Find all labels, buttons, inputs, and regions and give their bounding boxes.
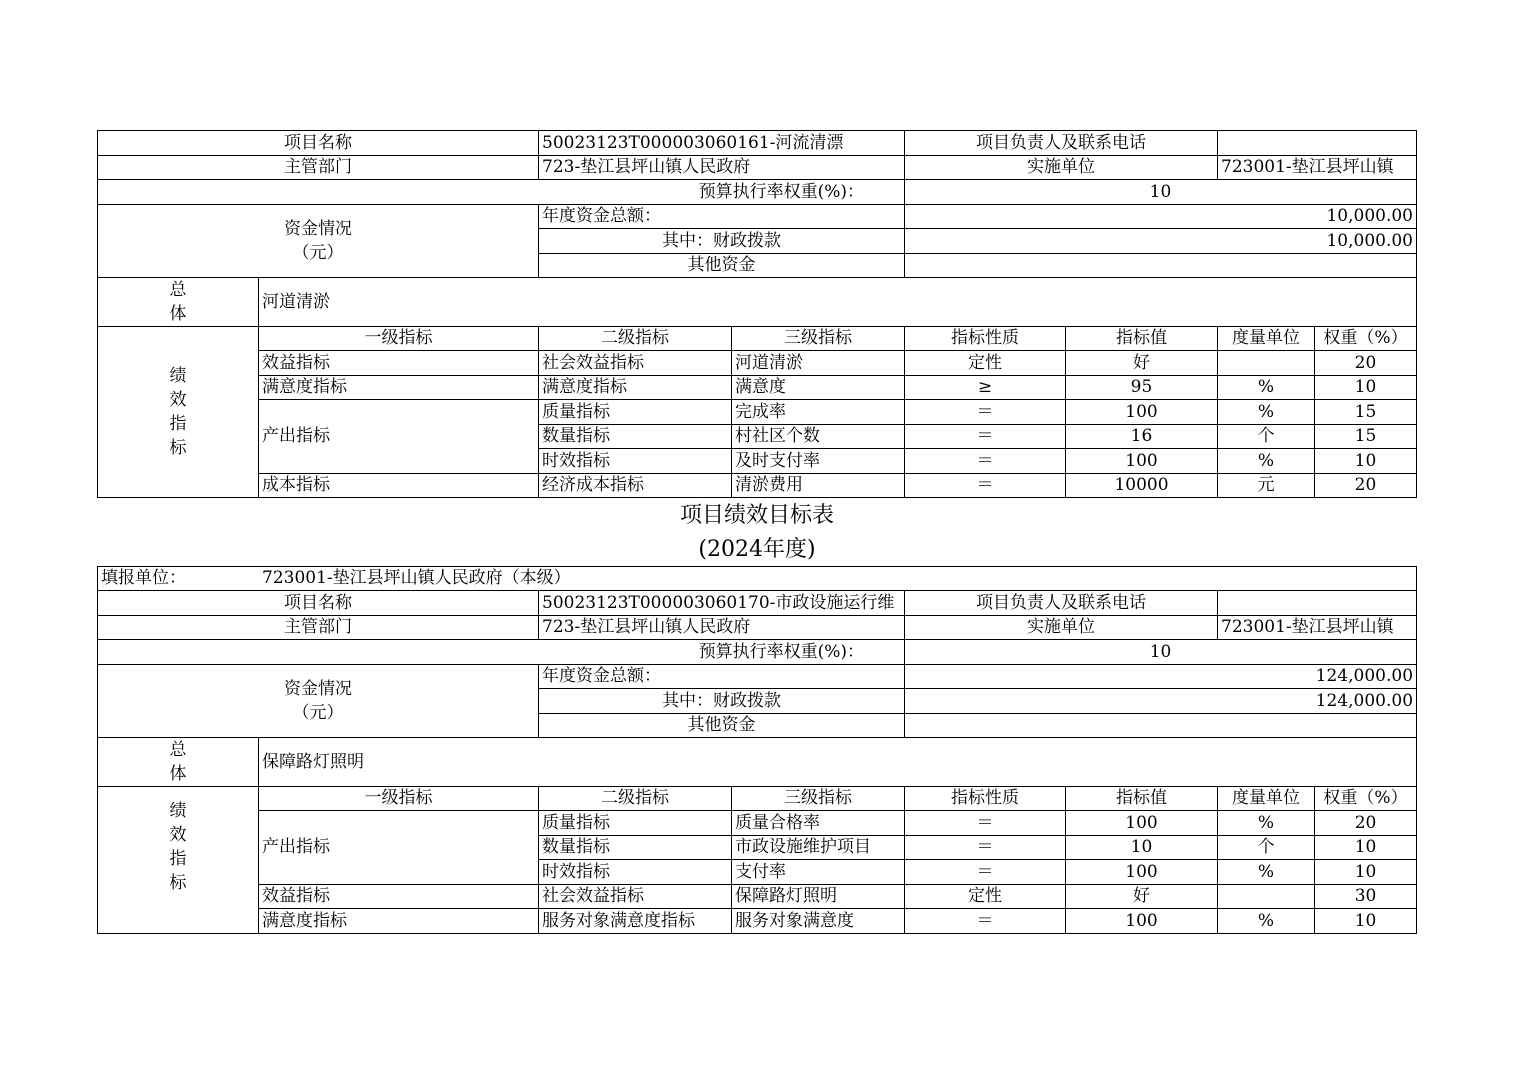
header-l3: 三级指标 [732, 787, 905, 811]
other-label: 其他资金 [539, 254, 905, 278]
fund-label [98, 665, 539, 738]
impl-value: 723001-垫江县坪山镇 [1218, 156, 1417, 180]
weight-cell: 15 [1315, 400, 1417, 425]
nature-cell: ＝ [905, 811, 1066, 836]
table-row [98, 811, 1417, 836]
fund-label [98, 205, 539, 278]
impl-label: 实施单位 [905, 616, 1218, 640]
header-l2: 二级指标 [539, 327, 732, 351]
overall-label: 总 体 [98, 278, 259, 327]
header-unit: 度量单位 [1218, 787, 1315, 811]
fill-unit-label: 填报单位： [101, 568, 186, 588]
perf-label: 绩 效 指 标 [98, 327, 259, 498]
l3-cell: 保障路灯照明 [732, 885, 905, 909]
impl-label: 实施单位 [905, 156, 1218, 180]
unit-cell: % [1218, 400, 1315, 425]
unit-cell: % [1218, 909, 1315, 934]
unit-cell: 个 [1218, 836, 1315, 860]
nature-cell: ＝ [905, 400, 1066, 425]
weight-cell: 20 [1315, 474, 1417, 498]
value-cell: 好 [1066, 351, 1218, 376]
weight-cell: 10 [1315, 909, 1417, 934]
unit-cell: % [1218, 811, 1315, 836]
owner-value [1218, 591, 1417, 616]
l1-cell: 产出指标 [259, 400, 539, 474]
performance-table-2 [97, 566, 1417, 934]
l3-cell: 村社区个数 [732, 425, 905, 449]
table-row [98, 351, 1417, 376]
budget-weight-label: 预算执行率权重(%)： [98, 640, 905, 665]
header-value: 指标值 [1066, 787, 1218, 811]
dept-label: 主管部门 [98, 156, 539, 180]
weight-cell: 10 [1315, 449, 1417, 474]
value-cell: 16 [1066, 425, 1218, 449]
l3-cell: 及时支付率 [732, 449, 905, 474]
overall-row [98, 738, 1417, 787]
l2-cell: 满意度指标 [539, 376, 732, 400]
value-cell: 100 [1066, 909, 1218, 934]
header-l1: 一级指标 [259, 787, 539, 811]
nature-cell: 定性 [905, 885, 1066, 909]
performance-table-1 [97, 130, 1417, 498]
weight-cell: 20 [1315, 351, 1417, 376]
annual-total-value: 10,000.00 [905, 205, 1417, 229]
weight-cell: 10 [1315, 860, 1417, 885]
value-cell: 好 [1066, 885, 1218, 909]
annual-total-label: 年度资金总额： [539, 205, 905, 229]
header-nature: 指标性质 [905, 327, 1066, 351]
overall-value: 保障路灯照明 [259, 738, 1417, 787]
weight-cell: 30 [1315, 885, 1417, 909]
nature-cell: ≥ [905, 376, 1066, 400]
dept-label: 主管部门 [98, 616, 539, 640]
l2-cell: 时效指标 [539, 449, 732, 474]
perf-header-row [98, 787, 1417, 811]
table-row [98, 376, 1417, 400]
value-cell: 100 [1066, 400, 1218, 425]
page-title: 项目绩效目标表 [679, 503, 834, 528]
project-name-value: 50023123T000003060161-河流清漂 [539, 131, 905, 156]
project-name-row [98, 131, 1417, 156]
unit-cell: % [1218, 376, 1315, 400]
l1-cell: 满意度指标 [259, 376, 539, 400]
value-cell: 10000 [1066, 474, 1218, 498]
l2-cell: 时效指标 [539, 860, 732, 885]
unit-cell: % [1218, 860, 1315, 885]
nature-cell: ＝ [905, 836, 1066, 860]
l3-cell: 河道清淤 [732, 351, 905, 376]
nature-cell: ＝ [905, 449, 1066, 474]
nature-cell: ＝ [905, 860, 1066, 885]
unit-cell: 个 [1218, 425, 1315, 449]
dept-row [98, 616, 1417, 640]
other-label: 其他资金 [539, 714, 905, 738]
nature-cell: ＝ [905, 474, 1066, 498]
value-cell: 100 [1066, 860, 1218, 885]
value-cell: 10 [1066, 836, 1218, 860]
l1-cell: 效益指标 [259, 885, 539, 909]
owner-label: 项目负责人及联系电话 [905, 131, 1218, 156]
table-row [98, 400, 1417, 425]
l3-cell: 完成率 [732, 400, 905, 425]
l3-cell: 支付率 [732, 860, 905, 885]
header-weight: 权重（%） [1315, 787, 1417, 811]
owner-value [1218, 131, 1417, 156]
value-cell: 100 [1066, 449, 1218, 474]
l2-cell: 经济成本指标 [539, 474, 732, 498]
fiscal-value: 124,000.00 [905, 689, 1417, 714]
unit-cell [1218, 351, 1315, 376]
budget-weight-value: 10 [905, 180, 1417, 205]
annual-total-value: 124,000.00 [905, 665, 1417, 689]
overall-row [98, 278, 1417, 327]
dept-value: 723-垫江县坪山镇人民政府 [539, 156, 905, 180]
project-name-label: 项目名称 [98, 591, 539, 616]
l1-cell: 成本指标 [259, 474, 539, 498]
impl-value: 723001-垫江县坪山镇 [1218, 616, 1417, 640]
l3-cell: 市政设施维护项目 [732, 836, 905, 860]
l3-cell: 服务对象满意度 [732, 909, 905, 934]
header-unit: 度量单位 [1218, 327, 1315, 351]
fill-unit-row [98, 567, 1417, 591]
l2-cell: 数量指标 [539, 425, 732, 449]
dept-value: 723-垫江县坪山镇人民政府 [539, 616, 905, 640]
l2-cell: 数量指标 [539, 836, 732, 860]
l1-cell: 满意度指标 [259, 909, 539, 934]
project-name-row [98, 591, 1417, 616]
fiscal-label: 其中：财政拨款 [539, 229, 905, 254]
unit-cell: 元 [1218, 474, 1315, 498]
header-weight: 权重（%） [1315, 327, 1417, 351]
l3-cell: 清淤费用 [732, 474, 905, 498]
value-cell: 95 [1066, 376, 1218, 400]
annual-total-row [98, 205, 1417, 229]
l2-cell: 质量指标 [539, 811, 732, 836]
overall-label: 总 体 [98, 738, 259, 787]
weight-cell: 10 [1315, 836, 1417, 860]
annual-total-row [98, 665, 1417, 689]
fiscal-value: 10,000.00 [905, 229, 1417, 254]
l1-cell: 产出指标 [259, 811, 539, 885]
fund-label-text: 资金情况 （元） [284, 219, 352, 263]
fiscal-label: 其中：财政拨款 [539, 689, 905, 714]
l2-cell: 社会效益指标 [539, 885, 732, 909]
other-value [905, 254, 1417, 278]
nature-cell: ＝ [905, 909, 1066, 934]
nature-cell: 定性 [905, 351, 1066, 376]
project-name-value: 50023123T000003060170-市政设施运行维 [539, 591, 905, 616]
weight-cell: 20 [1315, 811, 1417, 836]
header-l2: 二级指标 [539, 787, 732, 811]
fund-label-text: 资金情况 （元） [284, 679, 352, 723]
l2-cell: 服务对象满意度指标 [539, 909, 732, 934]
l3-cell: 质量合格率 [732, 811, 905, 836]
budget-weight-row [98, 180, 1417, 205]
project-name-label: 项目名称 [98, 131, 539, 156]
owner-label: 项目负责人及联系电话 [905, 591, 1218, 616]
dept-row [98, 156, 1417, 180]
overall-value: 河道清淤 [259, 278, 1417, 327]
header-value: 指标值 [1066, 327, 1218, 351]
table-row [98, 909, 1417, 934]
unit-cell [1218, 885, 1315, 909]
l3-cell: 满意度 [732, 376, 905, 400]
annual-total-label: 年度资金总额： [539, 665, 905, 689]
weight-cell: 10 [1315, 376, 1417, 400]
fill-unit-value: 723001-垫江县坪山镇人民政府（本级） [262, 568, 571, 588]
l2-cell: 质量指标 [539, 400, 732, 425]
weight-cell: 15 [1315, 425, 1417, 449]
budget-weight-label: 预算执行率权重(%)： [98, 180, 905, 205]
perf-header-row [98, 327, 1417, 351]
perf-label: 绩 效 指 标 [98, 787, 259, 934]
budget-weight-value: 10 [905, 640, 1417, 665]
page-year: (2024年度) [698, 537, 816, 562]
l2-cell: 社会效益指标 [539, 351, 732, 376]
nature-cell: ＝ [905, 425, 1066, 449]
value-cell: 100 [1066, 811, 1218, 836]
other-value [905, 714, 1417, 738]
unit-cell: % [1218, 449, 1315, 474]
header-nature: 指标性质 [905, 787, 1066, 811]
header-l3: 三级指标 [732, 327, 905, 351]
fill-unit [98, 567, 1417, 591]
budget-weight-row [98, 640, 1417, 665]
l1-cell: 效益指标 [259, 351, 539, 376]
table-row [98, 474, 1417, 498]
header-l1: 一级指标 [259, 327, 539, 351]
table-row [98, 885, 1417, 909]
